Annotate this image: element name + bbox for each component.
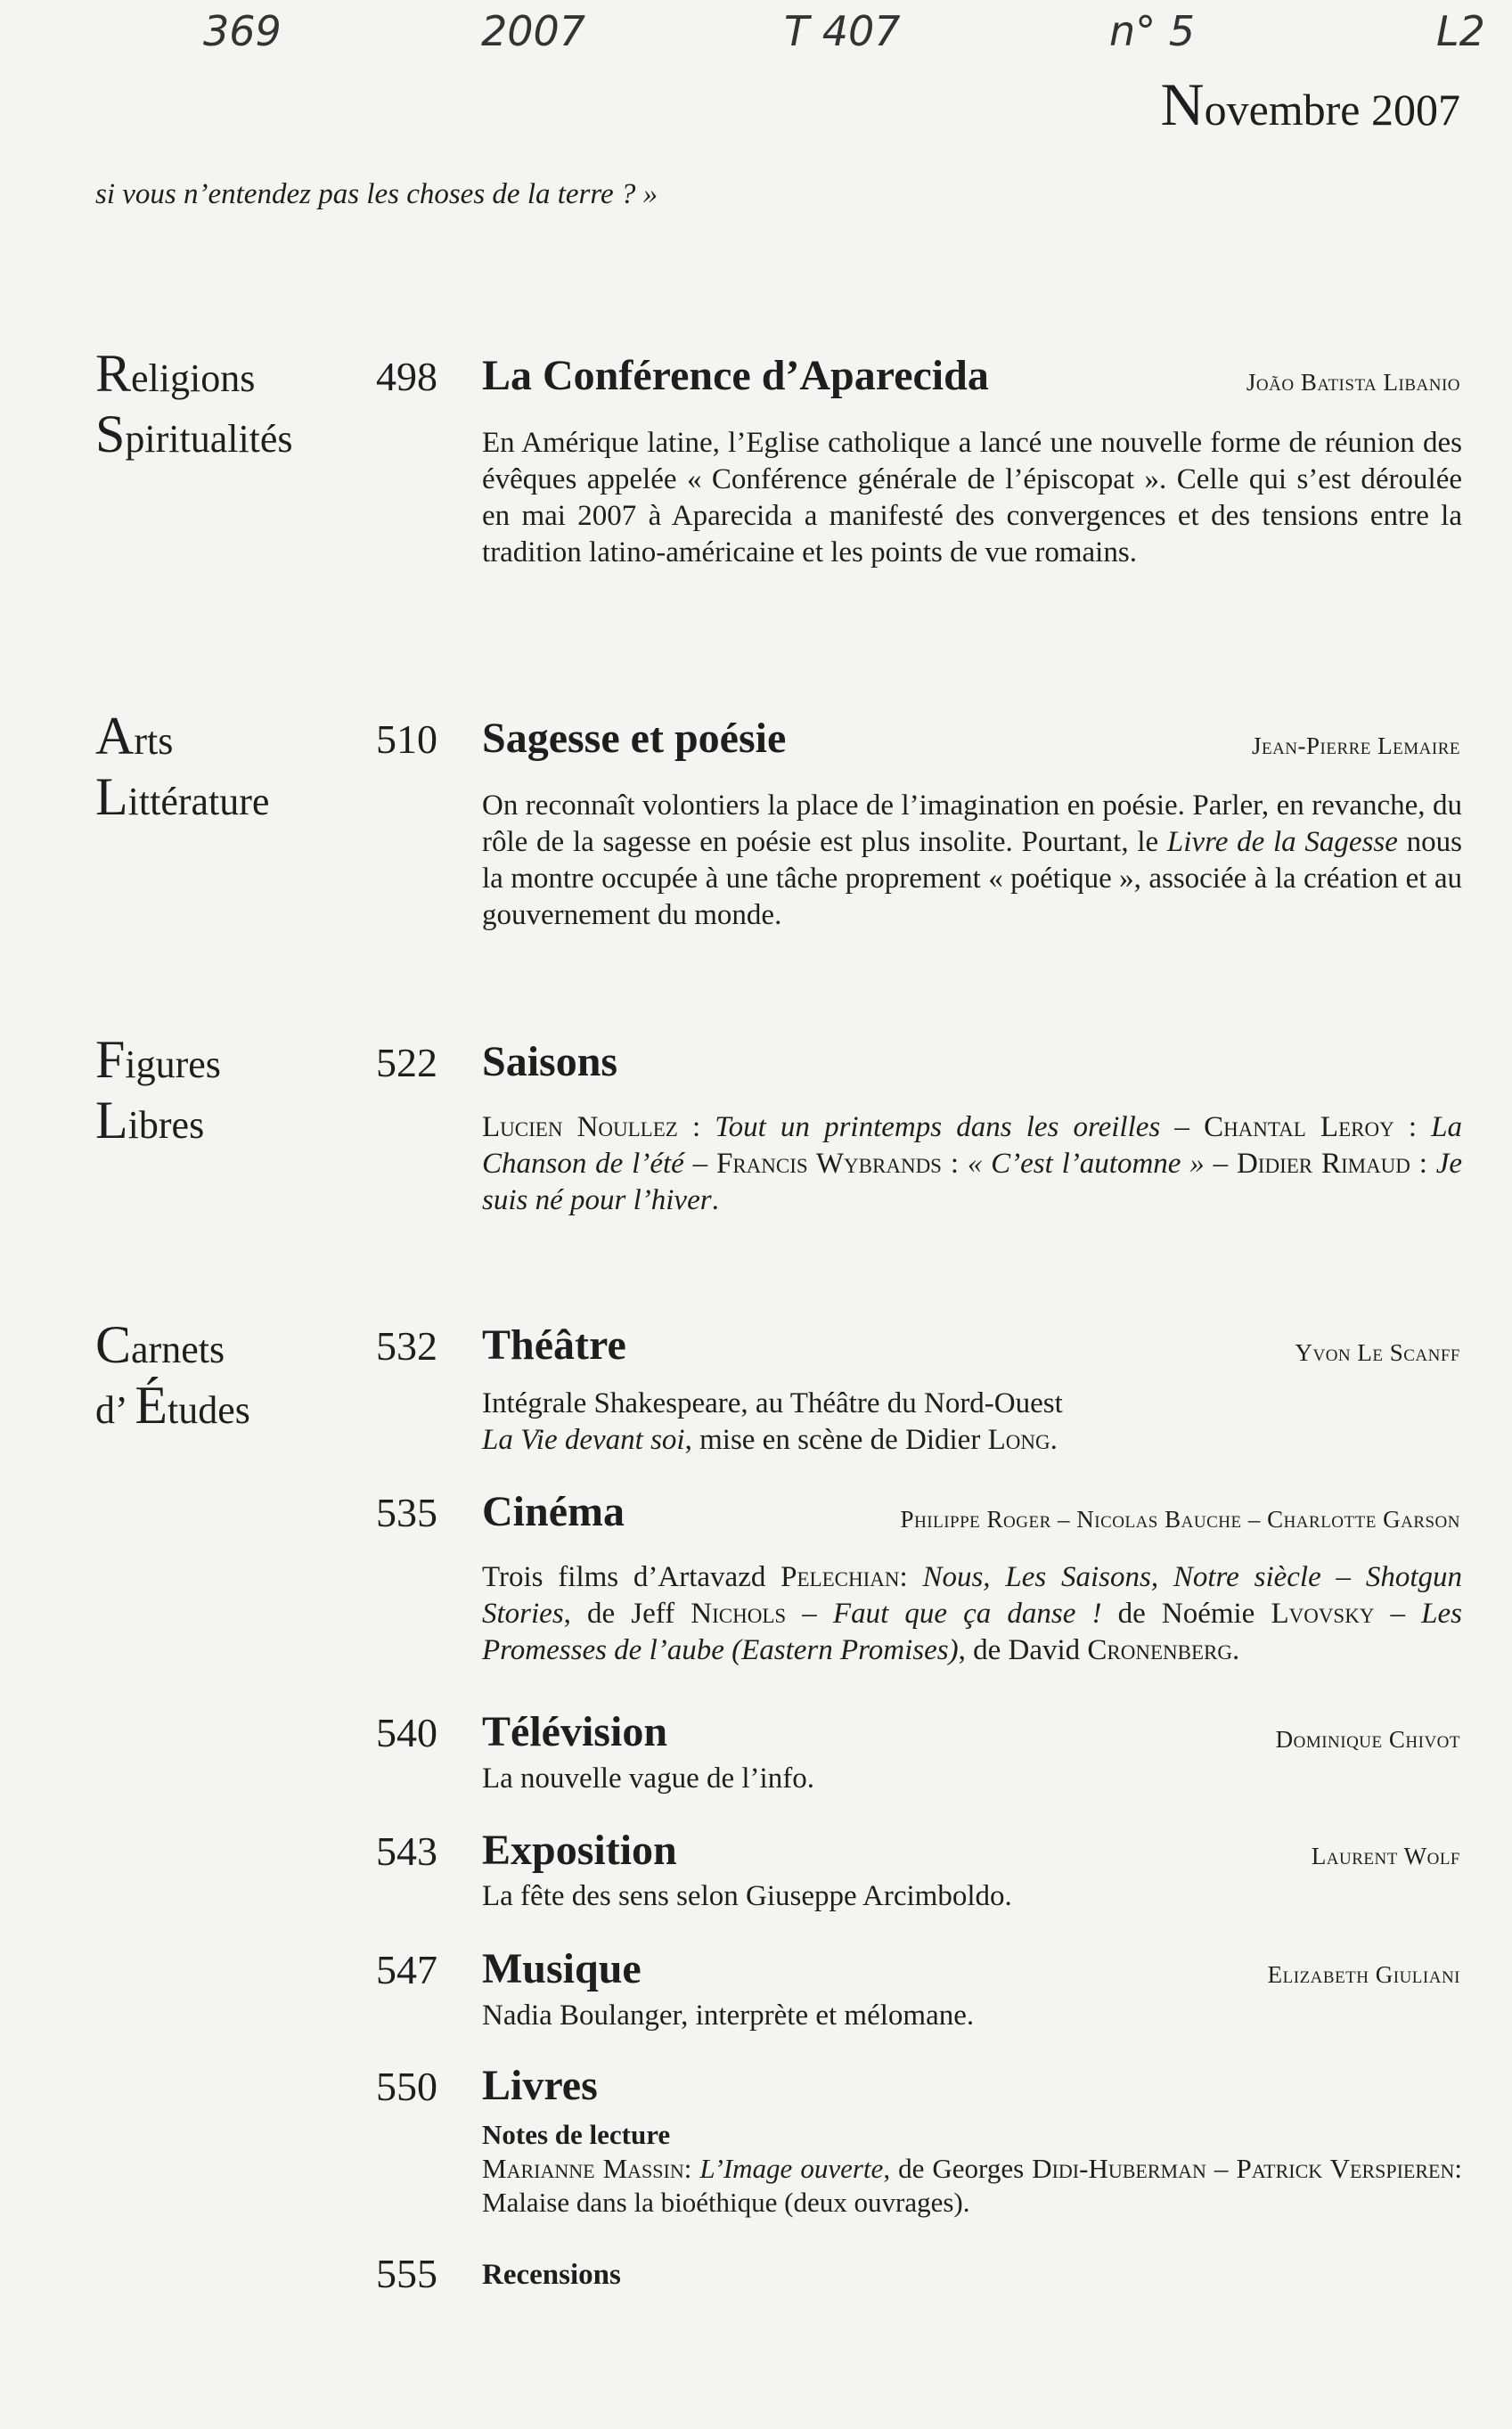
entry-description: La fête des sens selon Giuseppe Arcimboldo. — [482, 1880, 1012, 1912]
entry-author: João Batista Libanio — [1246, 369, 1460, 396]
entry-page-number: 547 — [376, 1947, 437, 1992]
handwritten-note-5: L2 — [1436, 7, 1485, 55]
desc-line — [482, 2152, 1462, 2220]
entry-title: Sagesse et poésie — [482, 715, 787, 762]
desc-text: : — [899, 1561, 923, 1593]
carryover-quote: si vous n’entendez pas les choses de la terre ? » — [95, 178, 658, 210]
section-initial: C — [95, 1315, 132, 1374]
entry-author: Laurent Wolf — [1311, 1843, 1460, 1869]
entry-author: Philippe Roger – Nicolas Bauche – Charlotte Garson — [900, 1506, 1460, 1533]
entry-author: Elizabeth Giuliani — [1267, 1961, 1460, 1988]
desc-text: : Malaise dans la bioéthique (deux ouvrages). — [482, 2153, 1462, 2218]
contributor-name: Cronenberg — [1087, 1634, 1232, 1666]
section-word: igures — [125, 1043, 221, 1086]
section-initial: L — [95, 1091, 128, 1149]
desc-text: On reconnaît volontiers la place de l’imagination en poésie. Parler, en revanche, du rôle de la sagesse en poésie est plus insolite. Pourtant, le — [482, 789, 1462, 858]
section-word: rts — [134, 719, 174, 763]
contributor-name: Marianne Massin — [482, 2153, 684, 2184]
entry-page-number: 555 — [376, 2251, 437, 2296]
entry-page-number: 535 — [376, 1490, 437, 1535]
desc-text: , de Georges — [883, 2153, 1033, 2184]
entry-title: Télévision — [482, 1708, 668, 1755]
entry-page-number: 550 — [376, 2064, 437, 2109]
work-title: Nous, Les Saisons, Notre siècle — [922, 1561, 1321, 1593]
desc-text: . — [1050, 1424, 1058, 1456]
issue-month-initial: N — [1160, 70, 1205, 138]
contributor-name: Lvovsky — [1271, 1598, 1375, 1630]
desc-text: – — [786, 1598, 833, 1630]
entry-author: Yvon Le Scanff — [1295, 1339, 1460, 1366]
work-title: La Chanson de l’été — [482, 1111, 1463, 1180]
desc-text: , de David — [958, 1634, 1088, 1666]
entry-description: Nadia Boulanger, interprète et mélomane. — [482, 2000, 975, 2032]
desc-text: , de Jeff — [563, 1598, 691, 1630]
section-word: ibres — [127, 1103, 205, 1147]
entry-subtitle: Notes de lecture — [482, 2119, 671, 2150]
section-word: arnets — [131, 1328, 225, 1371]
issue-year: 2007 — [1371, 85, 1460, 135]
entry-page-number: 540 — [376, 1710, 437, 1755]
work-title: « C’est l’automne » — [967, 1148, 1205, 1180]
contributor-name: Pelechian — [781, 1561, 900, 1593]
handwritten-note-4: n° 5 — [1109, 7, 1196, 55]
section-initial: L — [95, 767, 128, 826]
contributor-name: Francis Wybrands — [715, 1148, 942, 1180]
contributor-name: Didi-Huberman — [1032, 2153, 1206, 2184]
entry-author: Jean-Pierre Lemaire — [1251, 732, 1460, 759]
desc-text: – — [1206, 2153, 1237, 2184]
entry-title: Théâtre — [482, 1321, 626, 1369]
desc-text: : — [941, 1148, 968, 1180]
entry-description — [482, 1386, 1462, 1459]
section-figures — [95, 1032, 221, 1153]
contributor-name: Nichols — [691, 1598, 787, 1630]
work-title: La Vie devant soi — [482, 1424, 685, 1456]
entry-description — [482, 1559, 1462, 1669]
entry-title: Musique — [482, 1945, 642, 1992]
desc-text: – — [1320, 1561, 1366, 1593]
contributor-name: Chantal Leroy — [1204, 1111, 1394, 1143]
contributor-name: Lucien Noullez — [482, 1111, 678, 1143]
desc-italic: Livre de la Sagesse — [1166, 826, 1398, 858]
section-initial: É — [135, 1376, 168, 1435]
desc-text: Trois films d’Artavazd — [482, 1561, 781, 1593]
entry-page-number: 543 — [376, 1828, 437, 1874]
work-title: Les Promesses de l’aube (Eastern Promises) — [482, 1598, 1463, 1666]
handwritten-note-1: 369 — [203, 7, 282, 55]
contributor-name: Long — [987, 1424, 1050, 1456]
desc-text: . — [711, 1184, 719, 1216]
desc-text: – — [1204, 1148, 1237, 1180]
entry-description — [482, 2118, 1462, 2220]
section-initial: F — [95, 1030, 126, 1089]
desc-text: – — [683, 1148, 716, 1180]
desc-text: – — [1160, 1111, 1205, 1143]
desc-line — [482, 1422, 1462, 1459]
desc-text: – — [1374, 1598, 1422, 1630]
desc-text: nous la montre occupée à une tâche proprement « poétique », associée à la création et au gouvernement du monde. — [482, 826, 1462, 931]
work-title: Faut que ça danse ! — [832, 1598, 1102, 1630]
section-word: eligions — [131, 356, 256, 400]
desc-text: : — [1410, 1148, 1436, 1180]
contributor-name: Patrick Verspieren — [1236, 2153, 1455, 2184]
entry-title: Saisons — [482, 1038, 618, 1085]
section-word: tudes — [168, 1388, 250, 1432]
section-religions — [95, 346, 293, 467]
entry-description: En Amérique latine, l’Eglise catholique a lancé une nouvelle forme de réunion des évêques appelée « Conférence générale de l’épiscopat ». Celle qui s’est déroulée en mai 2007 à Aparecida a manifesté des convergences et des tensions entre la tradition latino-américaine et les points de vue romains. — [482, 427, 1462, 568]
section-word: piritualités — [125, 417, 293, 461]
section-initial: S — [95, 405, 126, 463]
work-title: L’Image ouverte — [699, 2153, 884, 2184]
entry-page-number: 498 — [376, 354, 437, 399]
section-carnets — [95, 1317, 250, 1438]
entry-title: La Conférence d’Aparecida — [482, 352, 989, 399]
entry-author: Dominique Chivot — [1275, 1726, 1460, 1753]
entry-title: Livres — [482, 2062, 598, 2109]
desc-line: Intégrale Shakespeare, au Théâtre du Nord-Ouest — [482, 1387, 1063, 1419]
entry-title: Cinéma — [482, 1488, 625, 1535]
section-prefix: d’ — [95, 1388, 135, 1432]
entry-description — [482, 1109, 1462, 1219]
contributor-name: Didier Rimaud — [1236, 1148, 1410, 1180]
section-arts — [95, 708, 269, 830]
work-title: Shotgun Stories — [482, 1561, 1462, 1630]
section-word: ittérature — [127, 780, 270, 823]
entry-page-number: 510 — [376, 716, 437, 762]
issue-date — [1160, 70, 1460, 140]
entry-description: La nouvelle vague de l’info. — [482, 1762, 814, 1795]
handwritten-note-3: T 407 — [784, 7, 901, 55]
entry-description — [482, 788, 1462, 934]
handwritten-note-2: 2007 — [481, 7, 586, 55]
section-initial: A — [95, 707, 135, 765]
desc-text: : — [677, 1111, 715, 1143]
desc-text: de Noémie — [1101, 1598, 1271, 1630]
entry-title: Recensions — [482, 2259, 621, 2291]
desc-text: : — [1393, 1111, 1432, 1143]
work-title: Je suis né pour l’hiver — [482, 1148, 1463, 1216]
desc-text: , mise en scène de Didier — [684, 1424, 988, 1456]
desc-text: . — [1232, 1634, 1240, 1666]
issue-month-rest: ovembre — [1204, 85, 1361, 135]
entry-page-number: 522 — [376, 1040, 437, 1085]
section-initial: R — [95, 344, 132, 403]
entry-title: Exposition — [482, 1827, 677, 1874]
entry-page-number: 532 — [376, 1323, 437, 1369]
work-title: Tout un printemps dans les oreilles — [715, 1111, 1161, 1143]
desc-text: : — [683, 2153, 700, 2184]
